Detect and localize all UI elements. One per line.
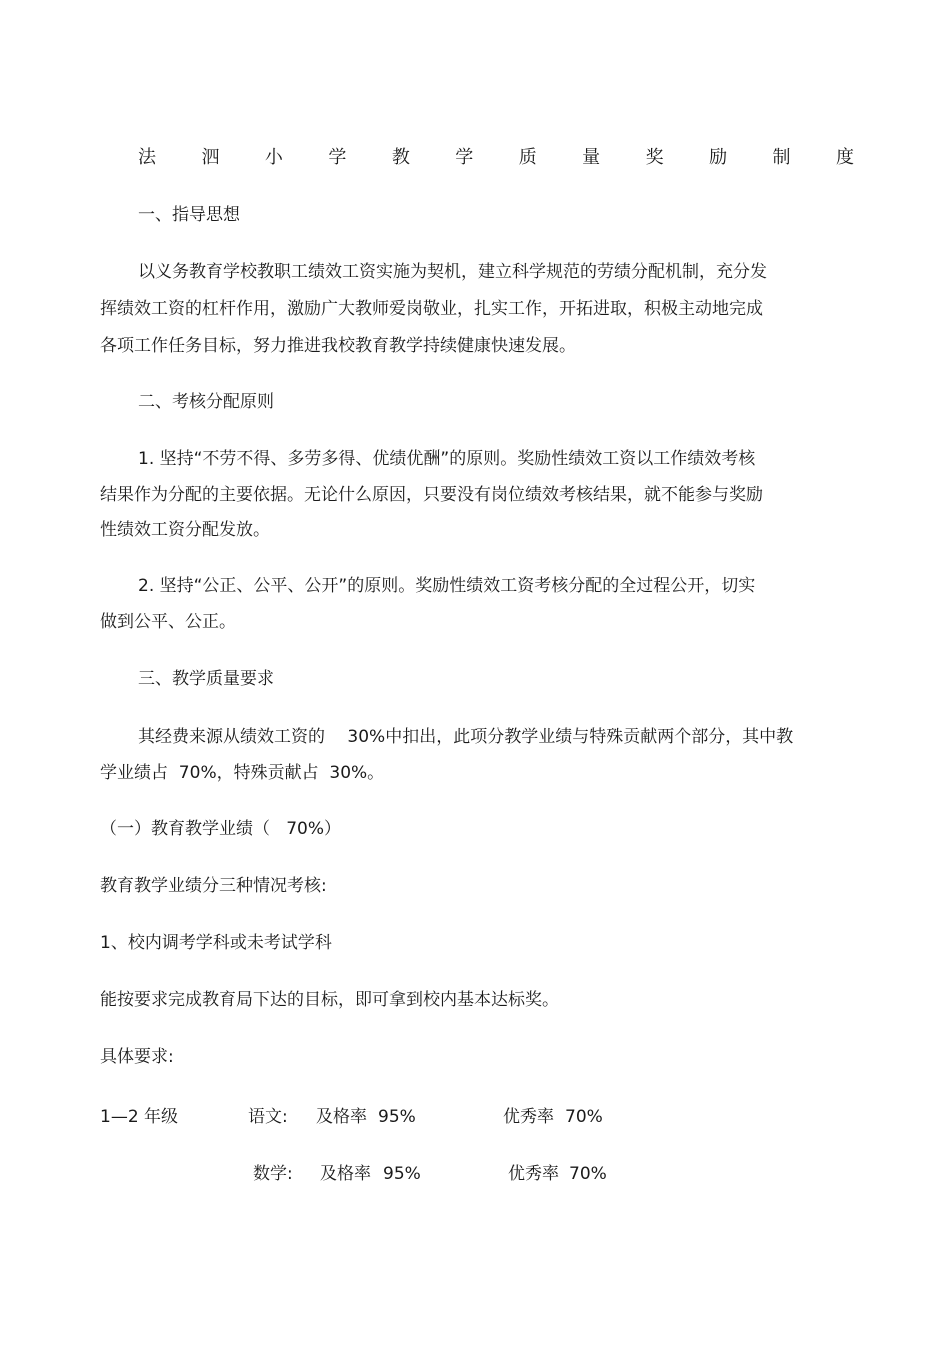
paragraph-line: 挥绩效工资的杠杆作用，激励广大教师爱岗敬业，扎实工作，开拓进取，积极主动地完成 [100,299,763,319]
title-char: 小 [264,147,283,168]
subject-label: 语文: [248,1107,288,1127]
section-heading-teaching-quality: 三、教学质量要求 [138,669,274,689]
paragraph-line: 其经费来源从绩效工资的 30%中扣出，此项分教学业绩与特殊贡献两个部分，其中教 [138,727,794,747]
paragraph-line: 以义务教育学校教职工绩效工资实施为契机，建立科学规范的劳绩分配机制，充分发 [138,262,767,282]
title-char: 质 [518,147,537,168]
paragraph-line: 1. 坚持“不劳不得、多劳多得、优绩优酬”的原则。奖励性绩效工资以工作绩效考核 [138,449,756,469]
title-char: 量 [582,147,601,168]
title-char: 泗 [201,147,220,168]
paragraph-line: 各项工作任务目标，努力推进我校教育教学持续健康快速发展。 [100,336,576,356]
title-char: 度 [835,147,854,168]
grade-label: 1—2 年级 [100,1107,179,1127]
title-char: 法 [138,147,156,168]
title-char: 制 [772,147,791,168]
pass-rate-label: 及格率 [320,1164,371,1184]
section-heading-guiding-ideology: 一、指导思想 [138,205,240,225]
title-char: 奖 [645,147,664,168]
excellent-rate-value: 70% [565,1107,603,1127]
requirements-label: 具体要求: [100,1047,174,1067]
pass-rate-value: 95% [383,1164,421,1184]
paragraph-line: 教育教学业绩分三种情况考核: [100,876,327,896]
title-char: 励 [709,147,728,168]
pass-rate-label: 及格率 [316,1107,367,1127]
excellent-rate-label: 优秀率 [503,1107,554,1127]
subsection-heading: （一）教育教学业绩（ 70%） [100,819,341,839]
excellent-rate-value: 70% [569,1164,607,1184]
subject-label: 数学: [253,1164,293,1184]
document-title [138,146,854,170]
title-char: 学 [455,147,474,168]
title-char: 教 [391,147,410,168]
paragraph-line: 结果作为分配的主要依据。无论什么原因，只要没有岗位绩效考核结果，就不能参与奖励 [100,485,763,505]
paragraph-line: 做到公平、公正。 [100,612,236,632]
title-char: 学 [328,147,347,168]
case-heading: 1、校内调考学科或未考试学科 [100,933,332,953]
paragraph-line: 能按要求完成教育局下达的目标，即可拿到校内基本达标奖。 [100,990,559,1010]
paragraph-line: 2. 坚持“公正、公平、公开”的原则。奖励性绩效工资考核分配的全过程公开，切实 [138,576,756,596]
pass-rate-value: 95% [378,1107,416,1127]
paragraph-line: 学业绩占 70%，特殊贡献占 30%。 [100,763,385,783]
section-heading-assessment-principles: 二、考核分配原则 [138,392,274,412]
paragraph-line: 性绩效工资分配发放。 [100,520,270,540]
excellent-rate-label: 优秀率 [508,1164,559,1184]
